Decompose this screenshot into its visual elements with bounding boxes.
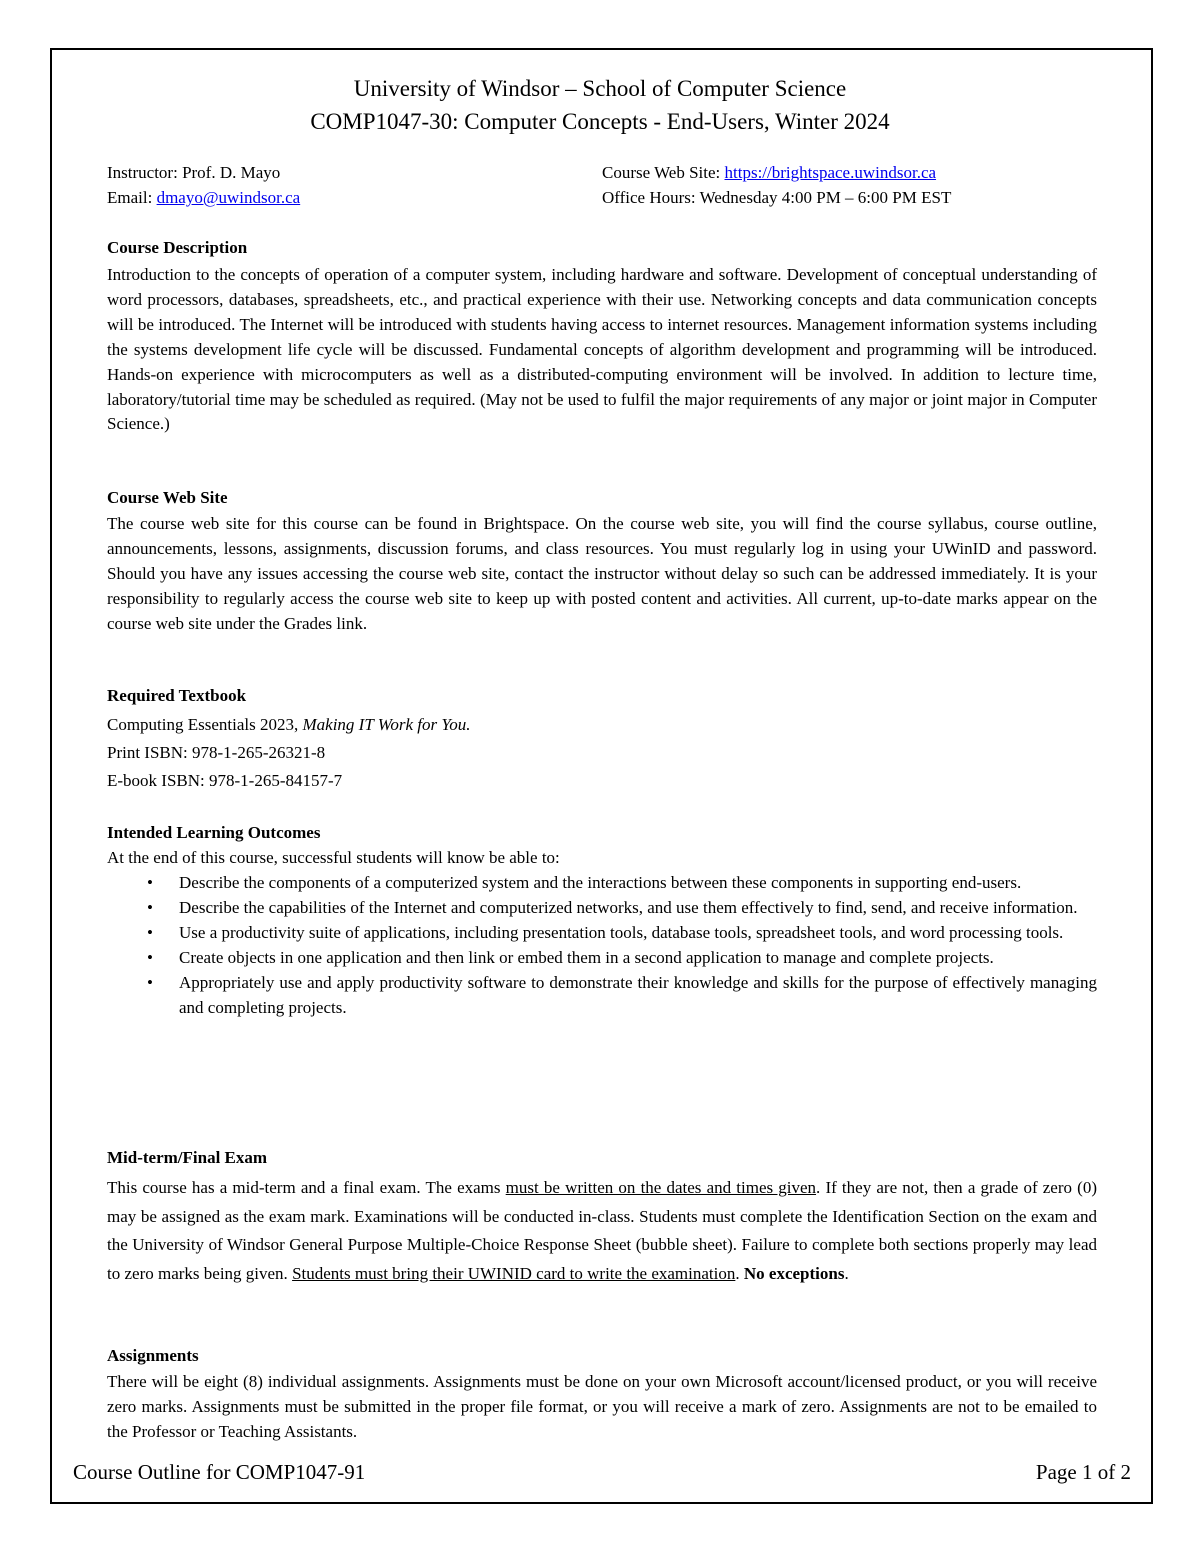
textbook-heading: Required Textbook <box>107 686 247 705</box>
email-label: Email: <box>107 188 157 207</box>
instructor-line: Instructor: Prof. D. Mayo <box>107 163 281 182</box>
course-web-site-heading: Course Web Site <box>107 488 228 507</box>
outcomes-intro: At the end of this course, successful students will know be able to: <box>107 848 560 867</box>
ebook-isbn: E-book ISBN: 978-1-265-84157-7 <box>107 771 343 790</box>
outcomes-heading: Intended Learning Outcomes <box>107 823 321 842</box>
course-web-site-text: The course web site for this course can be found in Brightspace. On the course web site, you will find the course syllabus, course outline, announcements, lessons, assignments, discussion forums, and class resources. You must regularly log in using your UWinID and password. Should you have any issues accessing the course web site, contact the instructor without delay so such can be addressed immediately. It is your responsibility to regularly access the course web site to keep up with posted content and activities. All current, up-to-date marks appear on the course web site under the Grades link. <box>107 514 1097 633</box>
exam-heading: Mid-term/Final Exam <box>107 1148 268 1167</box>
footer-course: Course Outline for COMP1047-91 <box>73 1460 366 1484</box>
outcomes-list <box>107 871 1097 1020</box>
list-item: • Appropriately use and apply productivity software to demonstrate their knowledge and skills for the purpose of effectively managing and completing projects. <box>107 971 1097 1021</box>
assignments-heading: Assignments <box>107 1346 199 1365</box>
exam-text: This course has a mid-term and a final exam. The exams must be written on the dates and times given. If they are not, then a grade of zero (0) may be assigned as the exam mark. Examinations will be conducted in-class. Students must complete the Identification Section on the exam and the University of Windsor General Purpose Multiple-Choice Response Sheet (bubble sheet). Failure to complete both sections properly may lead to zero marks being given. Students must bring their UWINID card to write the examination. No exceptions. <box>107 1178 1097 1283</box>
no-exceptions: No exceptions <box>743 1263 845 1283</box>
course-title: COMP1047-30: Computer Concepts - End-Users, Winter 2024 <box>310 109 890 134</box>
website-link[interactable]: https://brightspace.uwindsor.ca <box>724 163 937 182</box>
website-label: Course Web Site: <box>602 163 725 182</box>
list-item: • Create objects in one application and then link or embed them in a second application to manage and complete projects. <box>107 946 1097 971</box>
office-hours: Office Hours: Wednesday 4:00 PM – 6:00 PM EST <box>602 188 952 207</box>
course-description-text: Introduction to the concepts of operation of a computer system, including hardware and software. Development of conceptual understanding of word processors, databases, spreadsheets, etc., and practical experience with their use. Networking concepts and data communication concepts will be introduced. The Internet will be introduced with students having access to internet resources. Management information systems including the systems development life cycle will be discussed. Fundamental concepts of algorithm development and programming will be introduced. Hands-on experience with microcomputers as well as a distributed-computing environment will be involved. In addition to lecture time, laboratory/tutorial time may be scheduled as required. (May not be used to fulfil the major requirements of any major or joint major in Computer Science.) <box>107 265 1097 434</box>
textbook-title: Computing Essentials 2023, Making IT Work for You. <box>107 715 471 734</box>
website-line <box>602 163 936 183</box>
course-description-heading: Course Description <box>107 238 248 257</box>
uwinid-emphasis: Students must bring their UWINID card to write the examination <box>292 1263 736 1283</box>
list-item: • Use a productivity suite of applications, including presentation tools, database tools, spreadsheet tools, and word processing tools. <box>107 921 1097 946</box>
assignments-text: There will be eight (8) individual assignments. Assignments must be done on your own Microsoft account/licensed product, or you will receive zero marks. Assignments must be submitted in the proper file format, or you will receive a mark of zero. Assignments are not to be emailed to the Professor or Teaching Assistants. <box>107 1372 1097 1441</box>
list-item: • Describe the capabilities of the Internet and computerized networks, and use them effectively to find, send, and receive information. <box>107 896 1097 921</box>
university-title: University of Windsor – School of Computer Science <box>353 76 847 101</box>
email-line <box>107 188 300 208</box>
exam-dates-emphasis: must be written on the dates and times given <box>505 1178 817 1197</box>
list-item: • Describe the components of a computerized system and the interactions between these components in supporting end-users. <box>107 871 1097 896</box>
footer-page-number: Page 1 of 2 <box>1035 1460 1131 1484</box>
email-link[interactable]: dmayo@uwindsor.ca <box>156 188 301 207</box>
print-isbn: Print ISBN: 978-1-265-26321-8 <box>107 743 326 762</box>
